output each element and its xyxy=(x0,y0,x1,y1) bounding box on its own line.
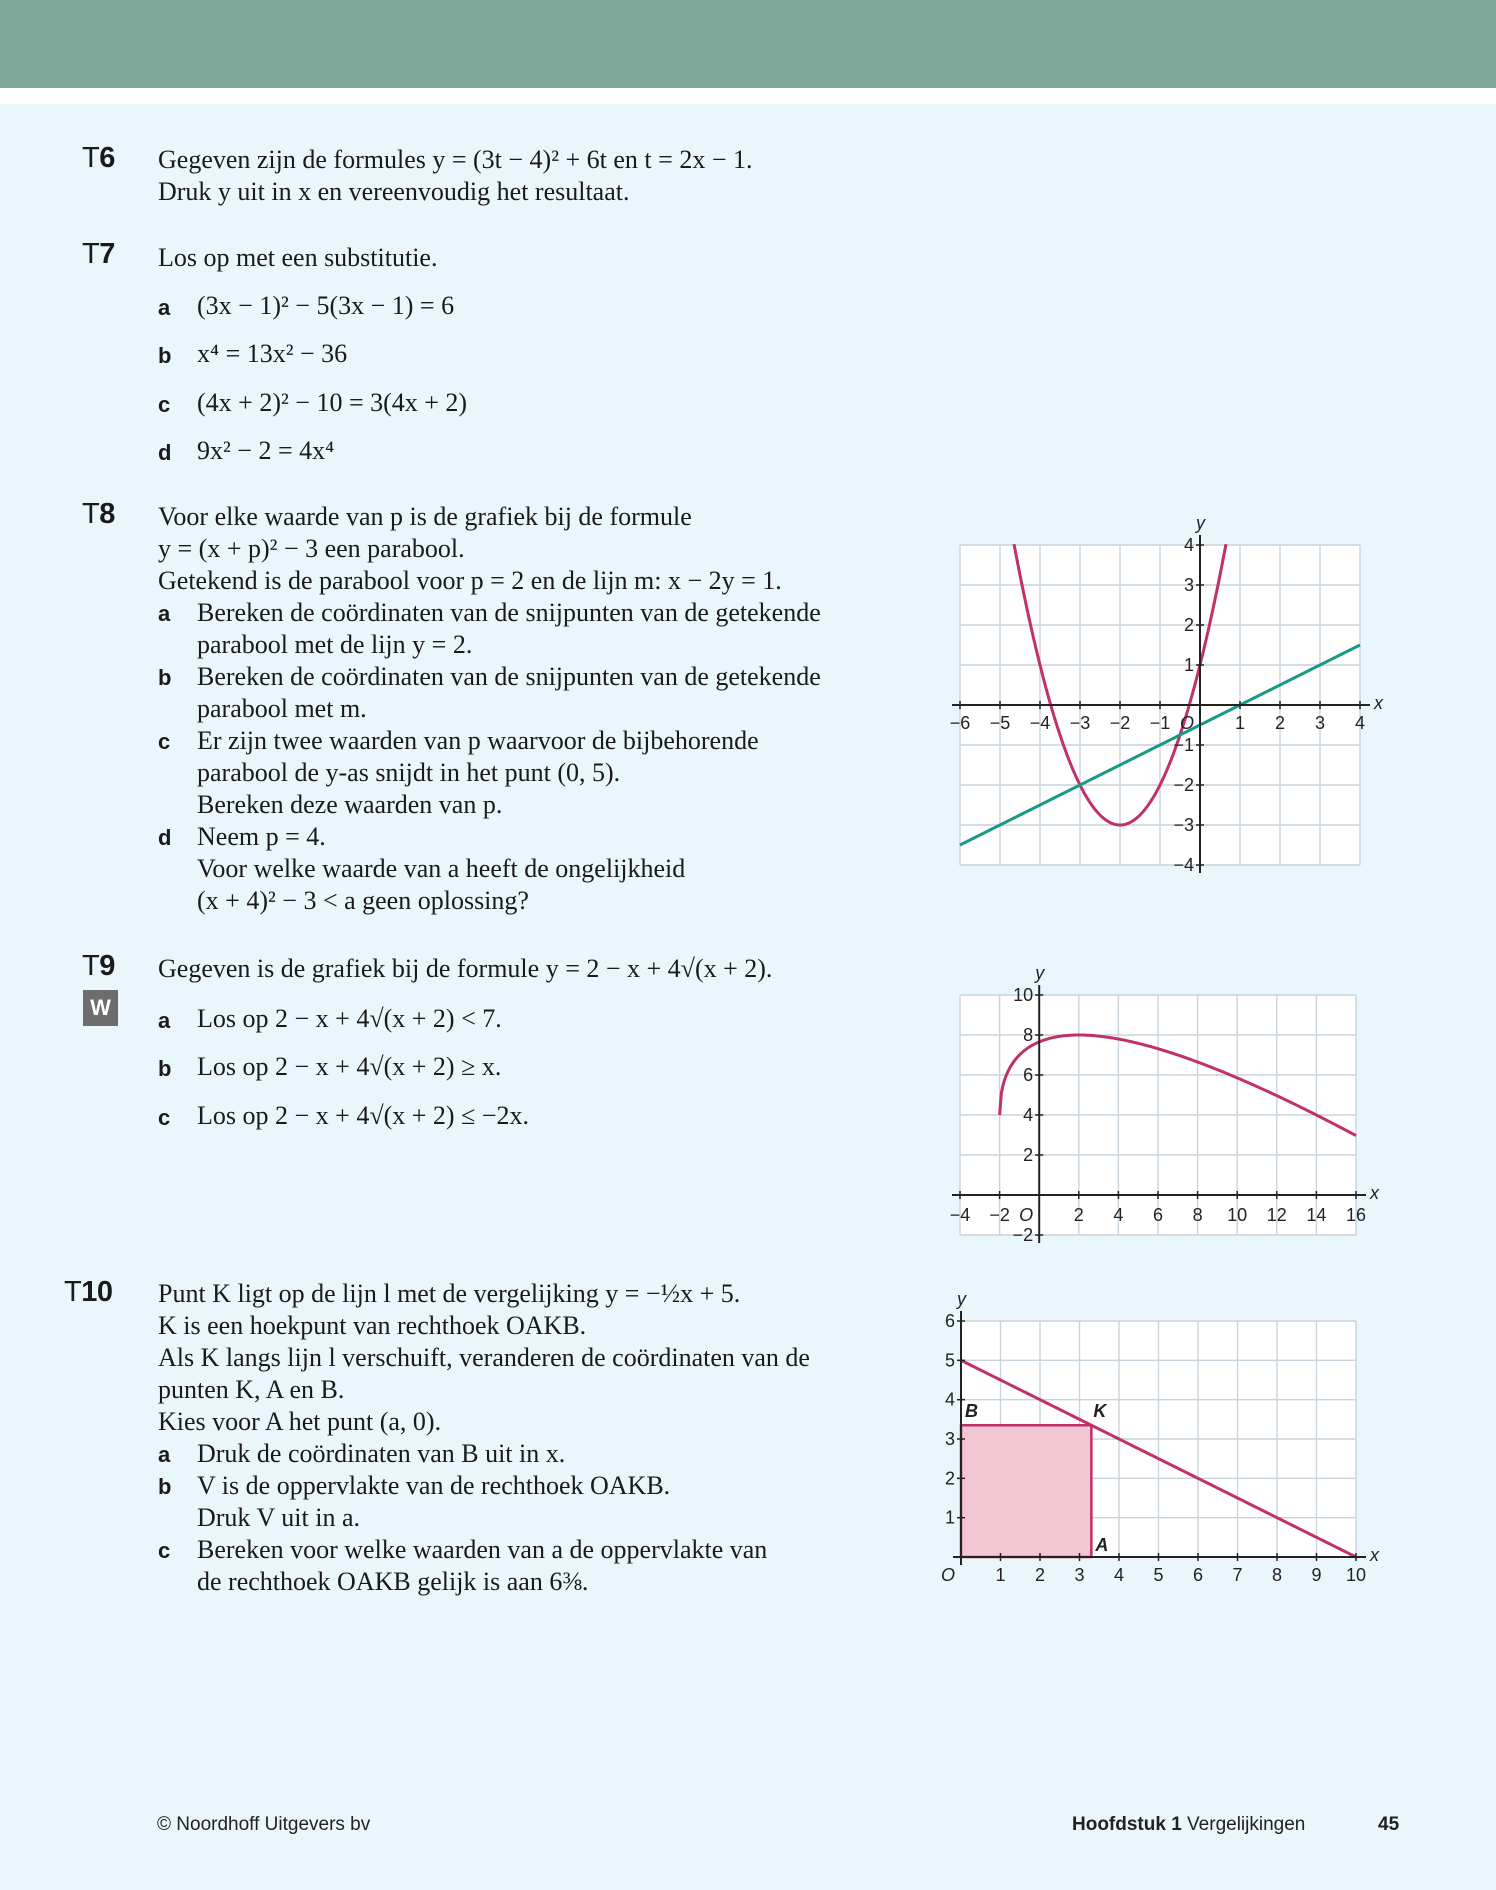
y-tick-label: −1 xyxy=(1173,735,1194,755)
y-tick-label: 4 xyxy=(1023,1105,1034,1125)
task-text-line: y = (x + p)² − 3 een parabool. xyxy=(158,534,465,563)
header-divider xyxy=(0,88,1496,104)
x-tick-label: 7 xyxy=(1232,1565,1243,1585)
x-tick-label: 6 xyxy=(1192,1565,1204,1585)
x-tick-label: −4 xyxy=(1029,713,1051,733)
x-tick-label: 6 xyxy=(1152,1205,1164,1225)
x-tick-label: 2 xyxy=(1034,1565,1046,1585)
y-tick-label: 2 xyxy=(944,1468,955,1489)
y-tick-label: 6 xyxy=(944,1311,955,1331)
graph-t9-root-function xyxy=(940,960,1380,1250)
y-tick-label: 3 xyxy=(1183,575,1194,595)
y-tick-label: 2 xyxy=(1183,615,1194,635)
item-text: (x + 4)² − 3 < a geen oplossing? xyxy=(197,886,529,915)
item-label: a xyxy=(158,1442,171,1467)
item-text: Bereken deze waarden van p. xyxy=(197,790,503,819)
x-axis-label: x xyxy=(1370,1545,1379,1565)
item-text: Druk V uit in a. xyxy=(197,1503,360,1532)
rectangle-oakb xyxy=(961,1425,1091,1557)
x-axis-label: x xyxy=(1370,1183,1379,1203)
x-tick-label: −5 xyxy=(989,713,1011,733)
y-tick-label: −2 xyxy=(1173,775,1194,795)
item-label: d xyxy=(158,825,172,850)
x-axis-label: x xyxy=(1374,693,1383,713)
task-number: T8 xyxy=(82,498,115,530)
item-text: parabool met de lijn y = 2. xyxy=(197,630,473,659)
y-tick-label: 3 xyxy=(944,1429,955,1449)
x-tick-label: −4 xyxy=(949,1205,971,1225)
graph-t8-parabola xyxy=(940,510,1383,880)
y-tick-label: 5 xyxy=(944,1350,955,1371)
item-text: parabool met m. xyxy=(197,694,367,723)
x-tick-label: 1 xyxy=(1234,713,1246,733)
task-intro: Gegeven is de grafiek bij de formule y = 2 − x + 4√(x + 2). xyxy=(158,954,773,983)
task-text-line: punten K, A en B. xyxy=(158,1375,345,1404)
item-text: Los op 2 − x + 4√(x + 2) ≥ x. xyxy=(197,1052,502,1081)
y-tick-label: 4 xyxy=(944,1389,955,1410)
task-number: T7 xyxy=(82,238,115,270)
point-label-a: A xyxy=(1095,1535,1109,1555)
task-text-line: Kies voor A het punt (a, 0). xyxy=(158,1407,442,1436)
y-axis-label: y xyxy=(1196,513,1205,533)
y-tick-label: 4 xyxy=(1183,535,1194,555)
x-tick-label: 9 xyxy=(1311,1565,1322,1585)
x-tick-label: −6 xyxy=(949,713,971,733)
item-text: x⁴ = 13x² − 36 xyxy=(197,339,348,368)
x-tick-label: 10 xyxy=(1227,1205,1248,1225)
w-badge: W xyxy=(83,990,118,1026)
item-text: de rechthoek OAKB gelijk is aan 6⅜. xyxy=(197,1567,589,1596)
item-label: b xyxy=(158,343,172,368)
item-label: a xyxy=(158,601,171,626)
x-tick-label: 16 xyxy=(1345,1205,1367,1225)
item-label: d xyxy=(158,440,172,465)
x-tick-label: 12 xyxy=(1266,1205,1287,1225)
task-number: T6 xyxy=(82,142,115,174)
footer-chapter-name: Vergelijkingen xyxy=(1181,1814,1306,1835)
x-tick-label: −3 xyxy=(1069,713,1091,733)
origin-label: O xyxy=(1019,1205,1034,1225)
footer-chapter-bold: Hoofdstuk 1 xyxy=(1072,1814,1182,1835)
y-tick-label: 1 xyxy=(1183,655,1194,675)
x-tick-label: −2 xyxy=(989,1205,1010,1225)
footer-chapter xyxy=(1072,1814,1305,1836)
x-tick-label: −2 xyxy=(1109,713,1131,733)
task-text-line: Gegeven zijn de formules y = (3t − 4)² + 6t en t = 2x − 1. xyxy=(158,145,753,174)
y-tick-label: 10 xyxy=(1013,985,1034,1005)
task-text-line: Als K langs lijn l verschuift, veranderen de coördinaten van de xyxy=(158,1343,810,1372)
item-label: c xyxy=(158,1538,171,1563)
item-label: b xyxy=(158,665,172,690)
point-label-b: B xyxy=(965,1401,978,1422)
item-text: Los op 2 − x + 4√(x + 2) ≤ −2x. xyxy=(197,1101,530,1130)
origin-label: O xyxy=(1179,713,1194,733)
item-label: c xyxy=(158,1105,171,1130)
item-label: a xyxy=(158,295,171,320)
x-tick-label: 2 xyxy=(1073,1205,1084,1225)
item-label: a xyxy=(158,1008,171,1033)
x-tick-label: −1 xyxy=(1149,713,1171,733)
y-tick-label: 6 xyxy=(1023,1065,1034,1085)
page-number: 45 xyxy=(1378,1814,1400,1835)
x-tick-label: 1 xyxy=(995,1565,1006,1585)
task-intro: Los op met een substitutie. xyxy=(158,243,438,272)
item-text: Neem p = 4. xyxy=(197,822,326,851)
y-tick-label: −3 xyxy=(1173,815,1194,835)
y-tick-label: 2 xyxy=(1023,1145,1034,1165)
task-text-line: Voor elke waarde van p is de grafiek bij de formule xyxy=(158,502,692,531)
graph-t10-rectangle xyxy=(925,1285,1385,1585)
item-text: 9x² − 2 = 4x⁴ xyxy=(197,436,335,465)
x-tick-label: 8 xyxy=(1271,1565,1283,1585)
item-text: Druk de coördinaten van B uit in x. xyxy=(197,1439,566,1468)
x-tick-label: 3 xyxy=(1074,1565,1085,1585)
item-text: (3x − 1)² − 5(3x − 1) = 6 xyxy=(197,291,455,320)
item-text: Er zijn twee waarden van p waarvoor de bijbehorende xyxy=(197,726,759,755)
x-tick-label: 8 xyxy=(1192,1205,1203,1225)
task-number: T10 xyxy=(64,1276,113,1308)
task-text-line: Punt K ligt op de lijn l met de vergelijking y = −½x + 5. xyxy=(158,1279,741,1308)
x-tick-label: 4 xyxy=(1354,713,1366,733)
item-text: V is de oppervlakte van de rechthoek OAKB. xyxy=(197,1471,671,1500)
item-label: b xyxy=(158,1474,172,1499)
task-text-line: K is een hoekpunt van rechthoek OAKB. xyxy=(158,1311,587,1340)
y-axis-label: y xyxy=(1035,963,1045,983)
y-tick-label: 8 xyxy=(1023,1025,1034,1045)
x-tick-label: 10 xyxy=(1345,1565,1367,1585)
x-tick-label: 4 xyxy=(1113,1205,1124,1225)
task-text-line: Druk y uit in x en vereenvoudig het resultaat. xyxy=(158,177,630,206)
y-tick-label: −4 xyxy=(1173,855,1194,875)
y-axis-label: y xyxy=(957,1289,966,1309)
item-text: Bereken voor welke waarden van a de oppervlakte van xyxy=(197,1535,768,1564)
footer-copyright: © Noordhoff Uitgevers bv xyxy=(157,1814,371,1835)
x-tick-label: 14 xyxy=(1306,1205,1327,1225)
task-text-line: Getekend is de parabool voor p = 2 en de lijn m: x − 2y = 1. xyxy=(158,566,782,595)
item-label: c xyxy=(158,729,171,754)
x-tick-label: 2 xyxy=(1274,713,1286,733)
x-tick-label: 4 xyxy=(1113,1565,1125,1585)
x-tick-label: 5 xyxy=(1153,1565,1164,1585)
point-label-k: K xyxy=(1093,1401,1107,1422)
item-label: b xyxy=(158,1056,172,1081)
task-number: T9 xyxy=(82,950,115,982)
origin-label: O xyxy=(940,1565,955,1585)
item-text: Voor welke waarde van a heeft de ongelijkheid xyxy=(197,854,686,883)
item-text: (4x + 2)² − 10 = 3(4x + 2) xyxy=(197,388,468,417)
item-text: Bereken de coördinaten van de snijpunten van de getekende xyxy=(197,598,821,627)
y-tick-label: −2 xyxy=(1012,1225,1034,1245)
y-tick-label: 1 xyxy=(944,1507,955,1528)
item-text: parabool de y-as snijdt in het punt (0, 5). xyxy=(197,758,621,787)
item-text: Bereken de coördinaten van de snijpunten van de getekende xyxy=(197,662,821,691)
x-tick-label: 3 xyxy=(1314,713,1326,733)
item-text: Los op 2 − x + 4√(x + 2) < 7. xyxy=(197,1004,502,1033)
item-label: c xyxy=(158,392,171,417)
header-band xyxy=(0,0,1496,88)
